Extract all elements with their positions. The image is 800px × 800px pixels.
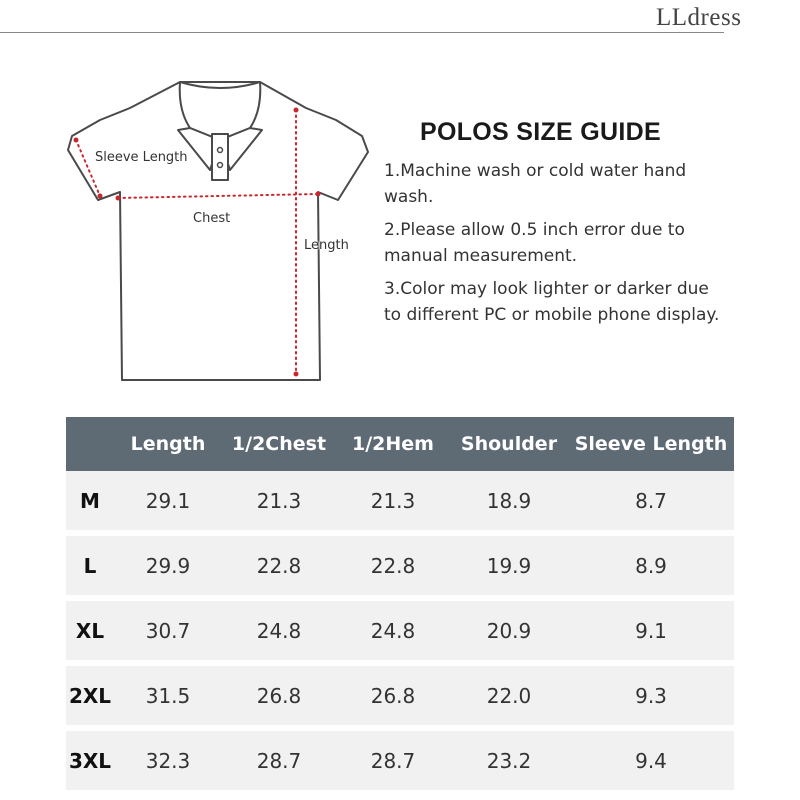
shoulder-cell: 20.9 [450,601,568,666]
brand-logo: LLdress [656,4,742,31]
length-cell: 30.7 [114,601,222,666]
size-chart-table [66,417,734,790]
length-cell: 29.9 [114,536,222,601]
half-chest-cell: 26.8 [222,666,336,731]
half-chest-cell: 21.3 [222,471,336,536]
header-length: Length [114,417,222,471]
shoulder-cell: 19.9 [450,536,568,601]
sleeve-length-cell: 9.4 [568,731,734,790]
length-cell: 32.3 [114,731,222,790]
size-guide-title: POLOS SIZE GUIDE [420,118,661,146]
sleeve-length-cell: 9.1 [568,601,734,666]
shirt-placket [212,134,228,180]
half-hem-cell: 26.8 [336,666,450,731]
table-row [66,731,734,790]
header-half-chest: 1/2Chest [222,417,336,471]
care-notes [384,158,729,335]
half-chest-cell: 24.8 [222,601,336,666]
half-hem-cell: 22.8 [336,536,450,601]
size-cell: 2XL [66,666,114,731]
half-hem-cell: 24.8 [336,601,450,666]
size-cell: M [66,471,114,536]
note-item: 1.Machine wash or cold water hand wash. [384,161,687,207]
table-header-row [66,417,734,471]
length-cell: 29.1 [114,471,222,536]
table-row [66,666,734,731]
shirt-diagram [60,70,380,390]
size-cell: 3XL [66,731,114,790]
brand-divider [0,32,724,33]
shoulder-cell: 22.0 [450,666,568,731]
shoulder-cell: 18.9 [450,471,568,536]
sleeve-length-label: Sleeve Length [95,150,188,165]
shoulder-cell: 23.2 [450,731,568,790]
half-chest-cell: 22.8 [222,536,336,601]
half-chest-cell: 28.7 [222,731,336,790]
size-cell: L [66,536,114,601]
sleeve-length-cell: 8.7 [568,471,734,536]
table-row [66,601,734,666]
table-row [66,536,734,601]
size-cell: XL [66,601,114,666]
note-item: 2.Please allow 0.5 inch error due to manual measurement. [384,220,685,266]
sleeve-length-cell: 8.9 [568,536,734,601]
half-hem-cell: 28.7 [336,731,450,790]
table-row [66,471,734,536]
note-item: 3.Color may look lighter or darker due to different PC or mobile phone display. [384,279,720,325]
header-size [66,417,114,471]
length-cell: 31.5 [114,666,222,731]
chest-label: Chest [193,211,231,226]
header-half-hem: 1/2Hem [336,417,450,471]
header-sleeve-length: Sleeve Length [568,417,734,471]
length-label: Length [304,238,349,253]
polo-shirt-illustration [60,70,380,390]
half-hem-cell: 21.3 [336,471,450,536]
sleeve-length-cell: 9.3 [568,666,734,731]
header-shoulder: Shoulder [450,417,568,471]
